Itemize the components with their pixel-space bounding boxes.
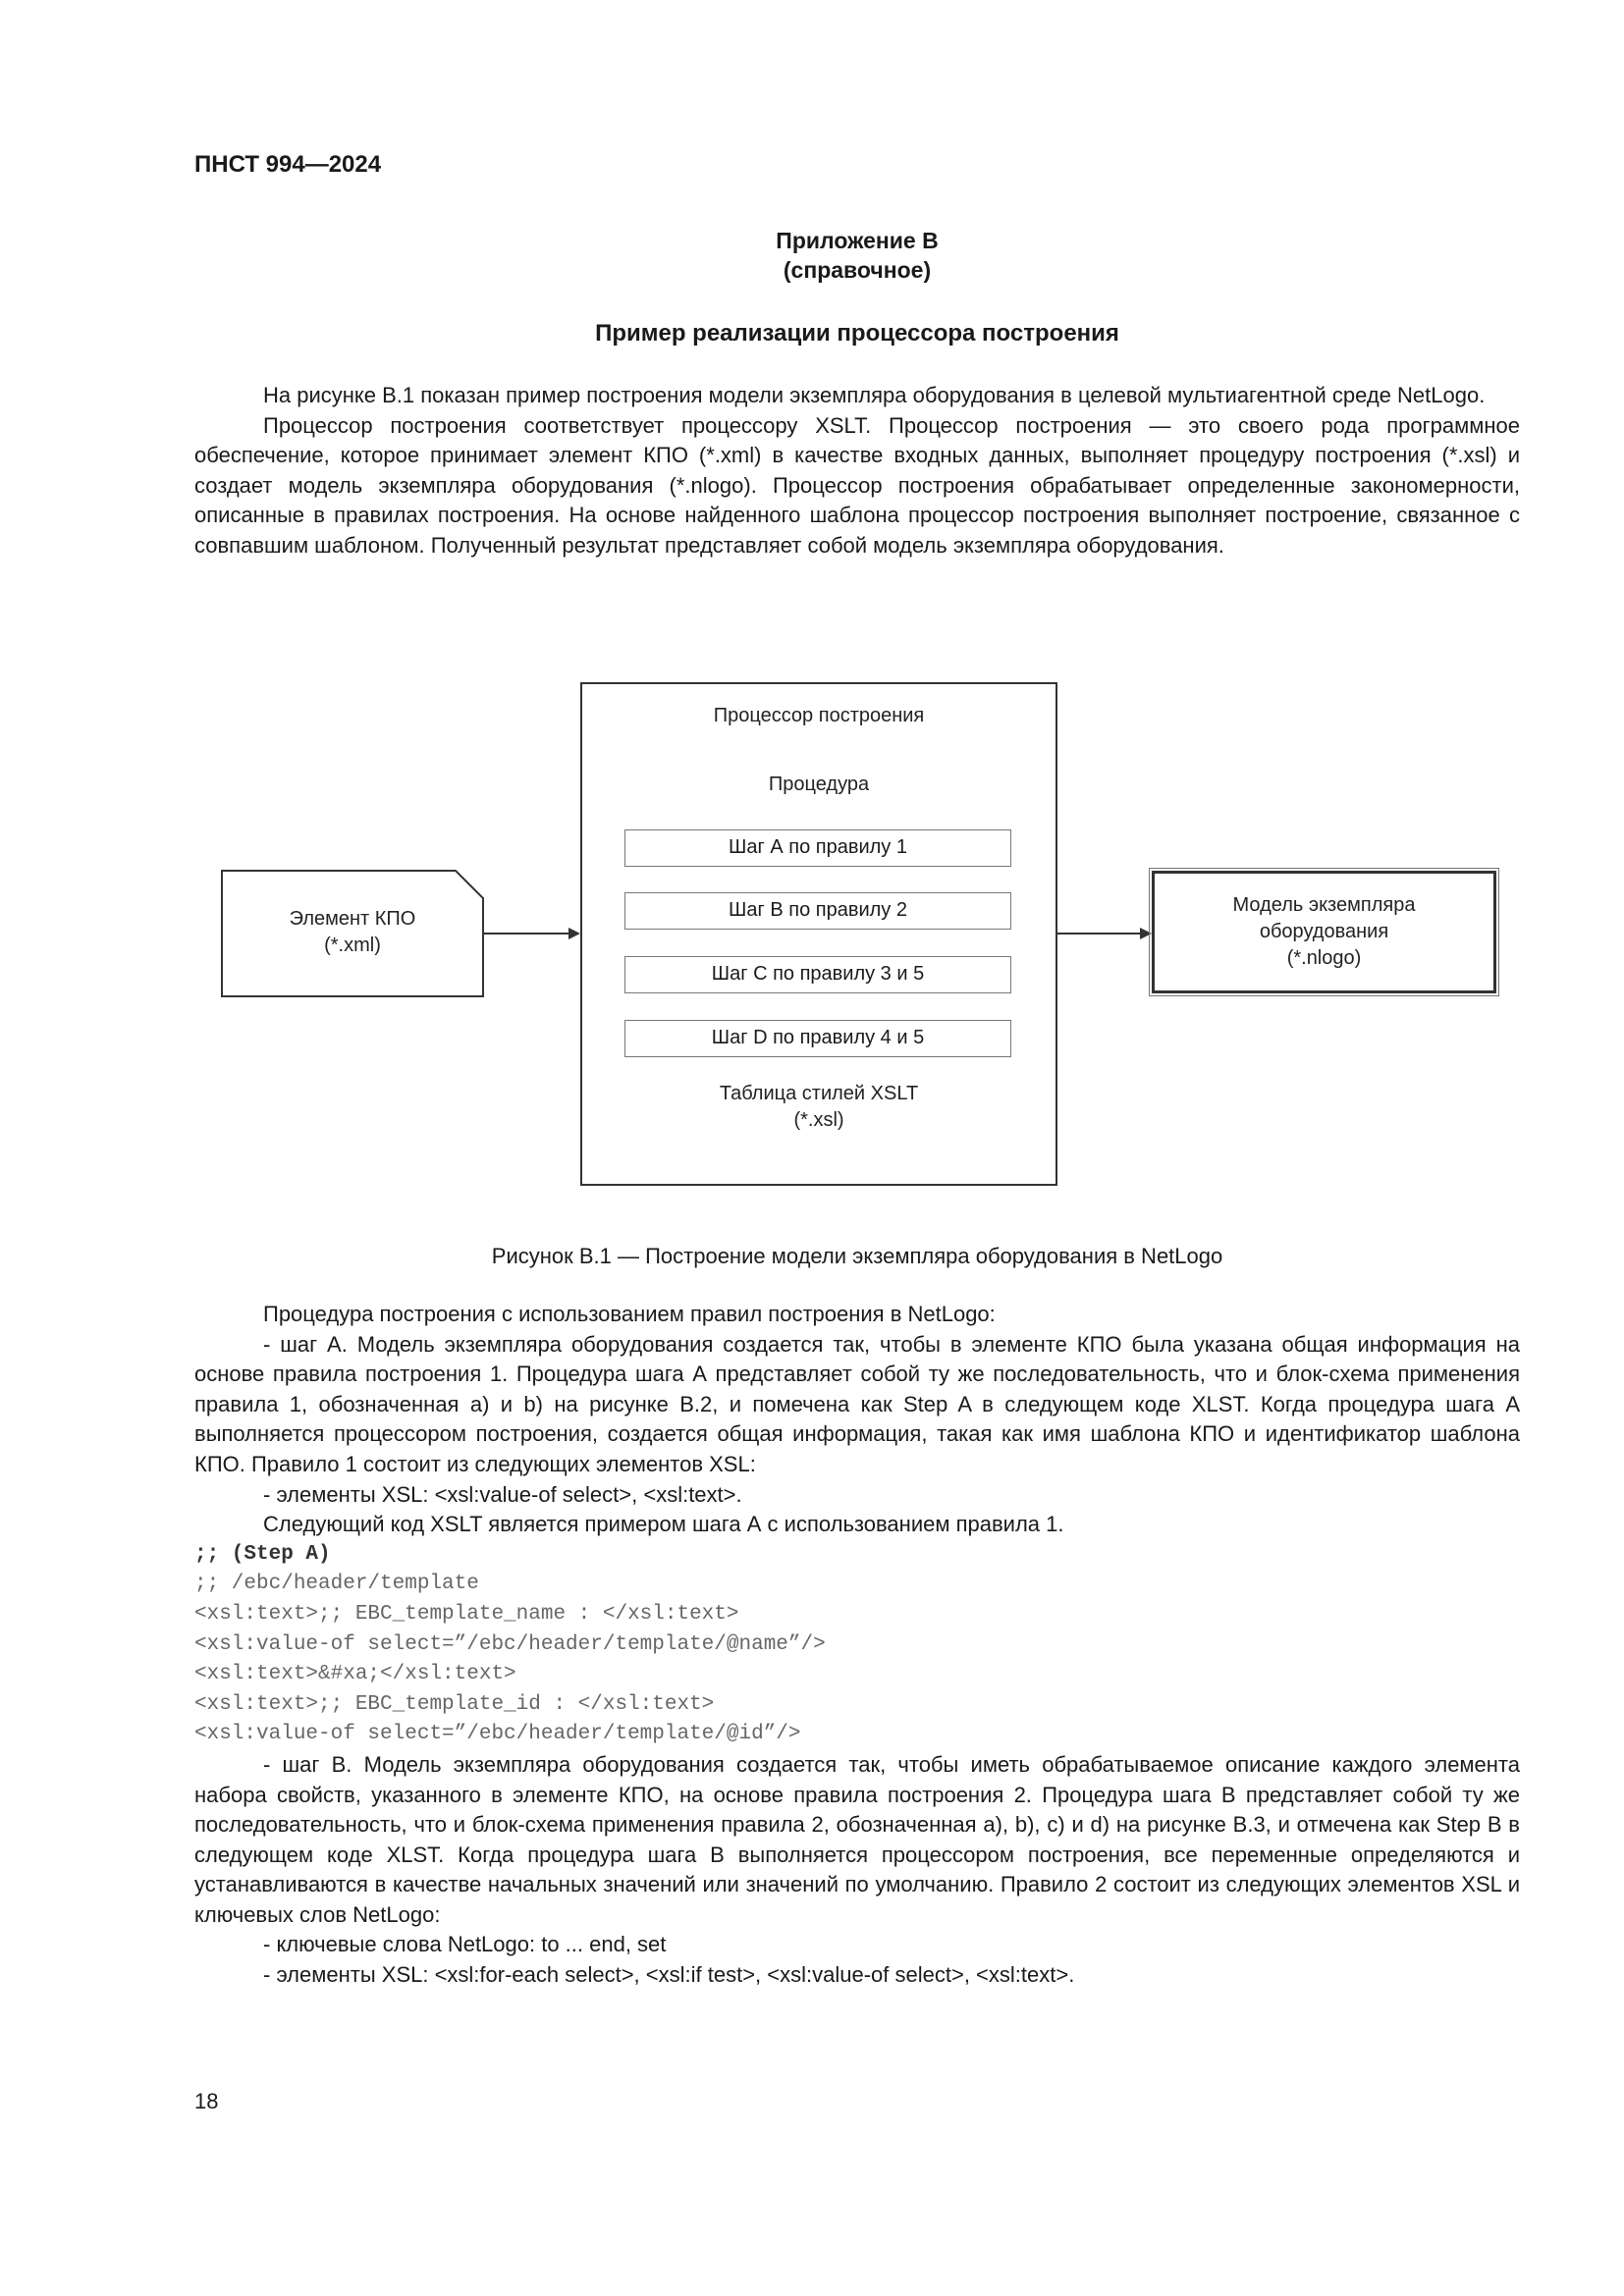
arrow-head-icon (1140, 928, 1152, 939)
step-a: Шаг А по правилу 1 (624, 829, 1011, 867)
code-line: <xsl:text>;; EBC_template_name : </xsl:text> (194, 1602, 739, 1626)
appendix-title: Приложение В (776, 228, 939, 253)
code-line: <xsl:text>;; EBC_template_id : </xsl:text> (194, 1692, 715, 1716)
stylesheet-line1: Таблица стилей XSLT (719, 1083, 919, 1104)
input-label (222, 906, 483, 959)
paragraph: Процессор построения соответствует процессору XSLT. Процессор построения — это своего рода программное обеспечение, которое принимает элемент КПО (*.xml) в качестве входных данных, выполняет процедуру построения (*.xsl) и создает модель экземпляра оборудования (*.nlogo). Процессор построения обрабатывает определенные закономерности, описанные в правилах построения. На основе найденного шаблона процессор построения выполняет построение, связанное с совпавшим шаблоном. Полученный результат представляет собой модель экземпляра оборудования. (194, 412, 1520, 558)
code-line: <xsl:value-of select=”/ebc/header/template/@name”/> (194, 1632, 826, 1656)
document-id: ПНСТ 994—2024 (194, 151, 382, 178)
stylesheet-label (580, 1081, 1057, 1134)
code-line: <xsl:value-of select=”/ebc/header/template/@id”/> (194, 1723, 801, 1746)
appendix-heading: Пример реализации процессора построения (595, 320, 1119, 347)
output-line2: оборудования (1259, 921, 1389, 942)
paragraph: - шаг А. Модель экземпляра оборудования создается так, чтобы в элементе КПО была указана общая информация на основе правила построения 1. Процедура шага А представляет собой ту же последовательность, что и блок-схема применения правила 1, обозначенная а) и b) на рисунке В.2, и помечена как Step A в следующем коде XLST. Когда процедура шага А выполняется процессором построения, создается общая информация, такая как имя шаблона КПО и идентификатор шаблона КПО. Правило 1 состоит из следующих элементов XSL: (194, 1331, 1520, 1476)
paragraph: На рисунке В.1 показан пример построения модели экземпляра оборудования в целевой мультиагентной среде NetLogo. (263, 383, 1486, 407)
output-line1: Модель экземпляра (1232, 894, 1416, 916)
list-item: - ключевые слова NetLogo: to ... end, set (263, 1932, 667, 1957)
appendix-subtitle: (справочное) (783, 257, 932, 283)
code-line: ;; (Step A) (194, 1542, 331, 1566)
code-line: ;; /ebc/header/template (194, 1573, 479, 1596)
stylesheet-line2: (*.xsl) (793, 1109, 844, 1131)
input-line2: (*.xml) (324, 934, 381, 956)
paragraph: Процедура построения с использованием правил построения в NetLogo: (263, 1302, 996, 1326)
paragraph: - шаг В. Модель экземпляра оборудования создается так, чтобы иметь обрабатываемое описание каждого элемента набора свойств, указанного в элементе КПО, на основе правила построения 2. Процедура шага В представляет собой ту же последовательность, что и блок-схема применения правила 2, обозначенная а), b), c) и d) на рисунке В.3, и отмечена как Step B в следующем коде XLST. Когда процедура шага В выполняется процессором построения, все переменные определяются и устанавливаются в качестве начальных значений или значений по умолчанию. Правило 2 состоит из следующих элементов XSL и ключевых слов NetLogo: (194, 1751, 1520, 1927)
output-line3: (*.nlogo) (1286, 947, 1362, 969)
procedure-label: Процедура (768, 774, 870, 795)
list-item: - элементы XSL: <xsl:for-each select>, <xsl:if test>, <xsl:value-of select>, <xsl:text>. (263, 1962, 1075, 1988)
output-label (1152, 892, 1496, 972)
step-c: Шаг С по правилу 3 и 5 (624, 956, 1011, 993)
code-line: <xsl:text>&#xa;</xsl:text> (194, 1663, 516, 1686)
paragraph: - элементы XSL: <xsl:value-of select>, <xsl:text>. (263, 1481, 742, 1507)
processor-title: Процессор построения (713, 705, 925, 726)
page-number: 18 (194, 2089, 219, 2113)
paragraph: Следующий код XSLT является примером шага А с использованием правила 1. (263, 1512, 1064, 1537)
arrow-head-icon (568, 928, 580, 939)
figure-caption: Рисунок В.1 — Построение модели экземпляра оборудования в NetLogo (491, 1244, 1223, 1268)
body-text (194, 1300, 1520, 1991)
input-line1: Элемент КПО (289, 908, 416, 930)
step-d: Шаг D по правилу 4 и 5 (624, 1020, 1011, 1057)
step-b: Шаг В по правилу 2 (624, 892, 1011, 930)
